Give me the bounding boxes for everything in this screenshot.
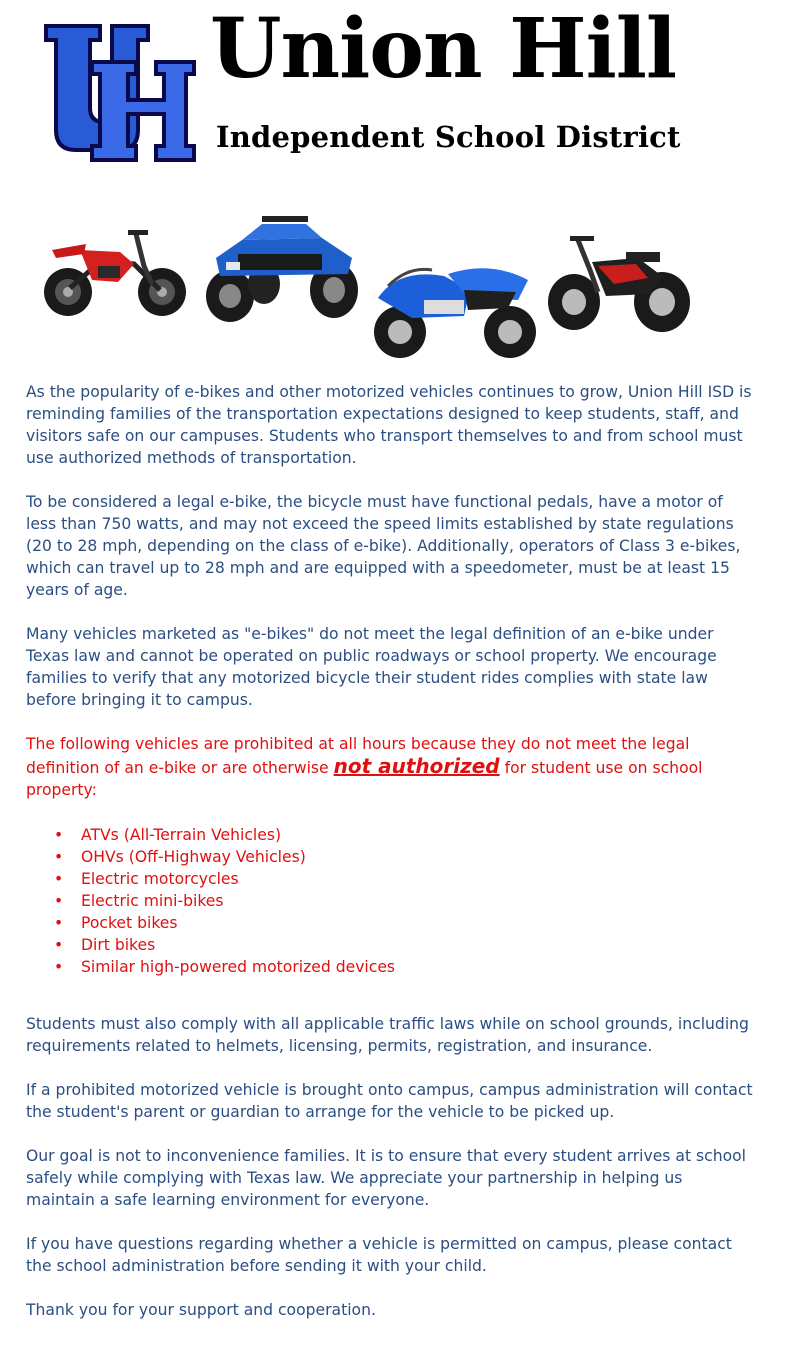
intro-paragraph: As the popularity of e-bikes and other motorized vehicles continues to grow, Union Hill ISD is reminding families of the transportation expectations designed to keep students, staff, and visitors safe on our campuses. Students who transport themselves to and from school must use authorized methods of transportation.	[26, 383, 752, 467]
pocket-bike-image	[368, 246, 543, 364]
questions-paragraph: If you have questions regarding whether a vehicle is permitted on campus, please contact the school administration before sending it with your child.	[26, 1235, 732, 1275]
atv-image	[202, 214, 362, 326]
traffic-laws-paragraph: Students must also comply with all applicable traffic laws while on school grounds, including requirements related to helmets, licensing, permits, registration, and insurance.	[26, 1015, 749, 1055]
not-authorized-emphasis: not authorized	[333, 754, 500, 778]
goal-paragraph: Our goal is not to inconvenience families. It is to ensure that every student arrives at school safely while complying with Texas law. We appreciate your partnership in helping us maintain a safe learning environment for everyone.	[26, 1147, 747, 1209]
pickup-paragraph: If a prohibited motorized vehicle is brought onto campus, campus administration will contact the student's parent or guardian to arrange for the vehicle to be picked up.	[26, 1081, 753, 1121]
uh-logo	[40, 20, 198, 166]
vehicle-photos	[36, 214, 706, 364]
legal-ebike-paragraph: To be considered a legal e-bike, the bicycle must have functional pedals, have a motor of less than 750 watts, and may not exceed the speed limits established by state regulations (20 to 28 mph, depending on the class of e-bike). Additionally, operators of Class 3 e-bikes, which can travel up to 28 mph and are equipped with a speedometer, must be at least 15 years of age.	[26, 493, 741, 599]
thank-you-paragraph: Thank you for your support and cooperation.	[26, 1301, 376, 1319]
electric-dirt-bike-image	[40, 222, 190, 324]
logo-h	[90, 60, 196, 162]
prohibited-intro-text: The following vehicles are prohibited at all hours because they do not meet the legal definition of an e-bike or are otherwise	[26, 735, 690, 777]
list-item: • ATVs (All-Terrain Vehicles)	[54, 824, 756, 846]
marketing-paragraph: Many vehicles marketed as "e-bikes" do not meet the legal definition of an e-bike under Texas law and cannot be operated on public roadways or school property. We encourage families to verify that any motorized bicycle their student rides complies with state law before bringing it to campus.	[26, 625, 717, 709]
list-item: • Pocket bikes	[54, 912, 756, 934]
electric-trike-image	[544, 232, 694, 336]
prohibited-vehicles-list	[26, 824, 756, 978]
notice-body	[26, 381, 756, 1343]
list-item: • Electric motorcycles	[54, 868, 756, 890]
district-header	[40, 1, 740, 174]
list-item: • OHVs (Off-Highway Vehicles)	[54, 846, 756, 868]
district-subtitle: Independent School District	[216, 120, 681, 154]
district-title: Union Hill	[210, 1, 677, 97]
logo-u	[44, 24, 150, 152]
list-item: • Electric mini-bikes	[54, 890, 756, 912]
list-item: • Dirt bikes	[54, 934, 756, 956]
prohibited-intro-tail: for student use on school property:	[26, 759, 703, 799]
list-item: • Similar high-powered motorized devices	[54, 956, 756, 978]
prohibited-intro-paragraph	[26, 733, 756, 801]
